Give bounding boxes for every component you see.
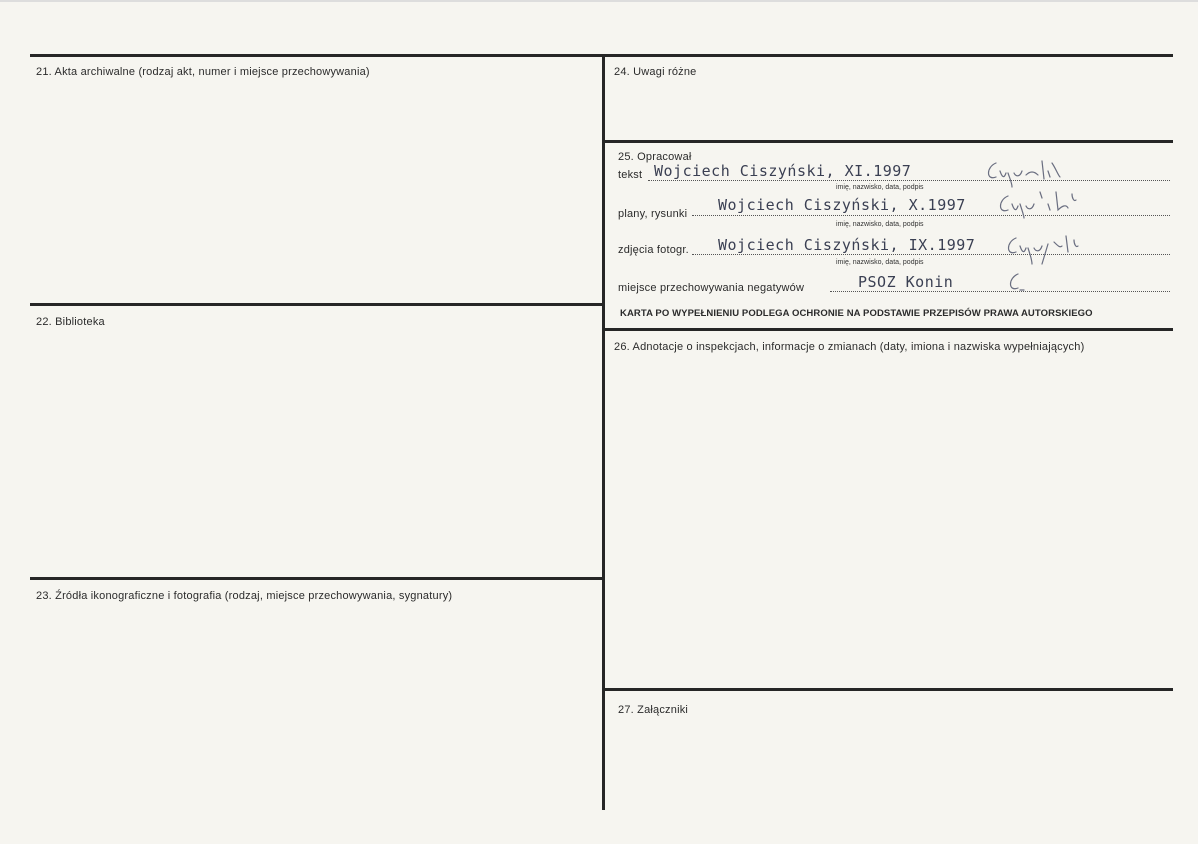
plany-label: plany, rysunki [618, 208, 688, 220]
section-23-label: 23. Źródła ikonograficzne i fotografia (rodzaj, miejsce przechowywania, sygnatury) [36, 590, 453, 602]
section-21-label: 21. Akta archiwalne (rodzaj akt, numer i miejsce przechowywania) [36, 66, 370, 78]
plany-caption: imię, nazwisko, data, podpis [836, 221, 924, 228]
section-26-label: 26. Adnotacje o inspekcjach, informacje o zmianach (daty, imiona i nazwiska wypełniających) [614, 341, 1085, 353]
center-divider [602, 54, 605, 810]
section-25-label: 25. Opracował [618, 151, 692, 163]
zdjecia-label: zdjęcia fotogr. [618, 244, 689, 256]
divider-21-22 [30, 303, 604, 306]
divider-22-23 [30, 577, 604, 580]
zdjecia-line [692, 254, 1170, 255]
signature-4 [1004, 270, 1034, 298]
section-22-label: 22. Biblioteka [36, 316, 105, 328]
tekst-caption: imię, nazwisko, data, podpis [836, 184, 924, 191]
divider-26-27 [602, 688, 1173, 691]
plany-line [692, 215, 1170, 216]
divider-25-26 [602, 328, 1173, 331]
negatywy-label: miejsce przechowywania negatywów [618, 282, 805, 294]
signature-3 [1002, 232, 1088, 266]
section-24-label: 24. Uwagi różne [614, 66, 697, 78]
tekst-line [648, 180, 1170, 181]
tekst-label: tekst [618, 169, 643, 181]
copyright-notice: KARTA PO WYPEŁNIENIU PODLEGA OCHRONIE NA PODSTAWIE PRZEPISÓW PRAWA AUTORSKIEGO [620, 308, 1093, 319]
negatywy-line [830, 291, 1170, 292]
tekst-value: Wojciech Ciszyński, XI.1997 [654, 162, 912, 180]
zdjecia-caption: imię, nazwisko, data, podpis [836, 259, 924, 266]
negatywy-value: PSOZ Konin [858, 273, 954, 291]
divider-24-25 [602, 140, 1173, 143]
signature-2 [994, 188, 1084, 220]
plany-value: Wojciech Ciszyński, X.1997 [718, 196, 966, 214]
page-edge [0, 0, 1198, 2]
section-27-label: 27. Załączniki [618, 704, 689, 716]
zdjecia-value: Wojciech Ciszyński, IX.1997 [718, 236, 976, 254]
signature-1 [982, 157, 1072, 189]
